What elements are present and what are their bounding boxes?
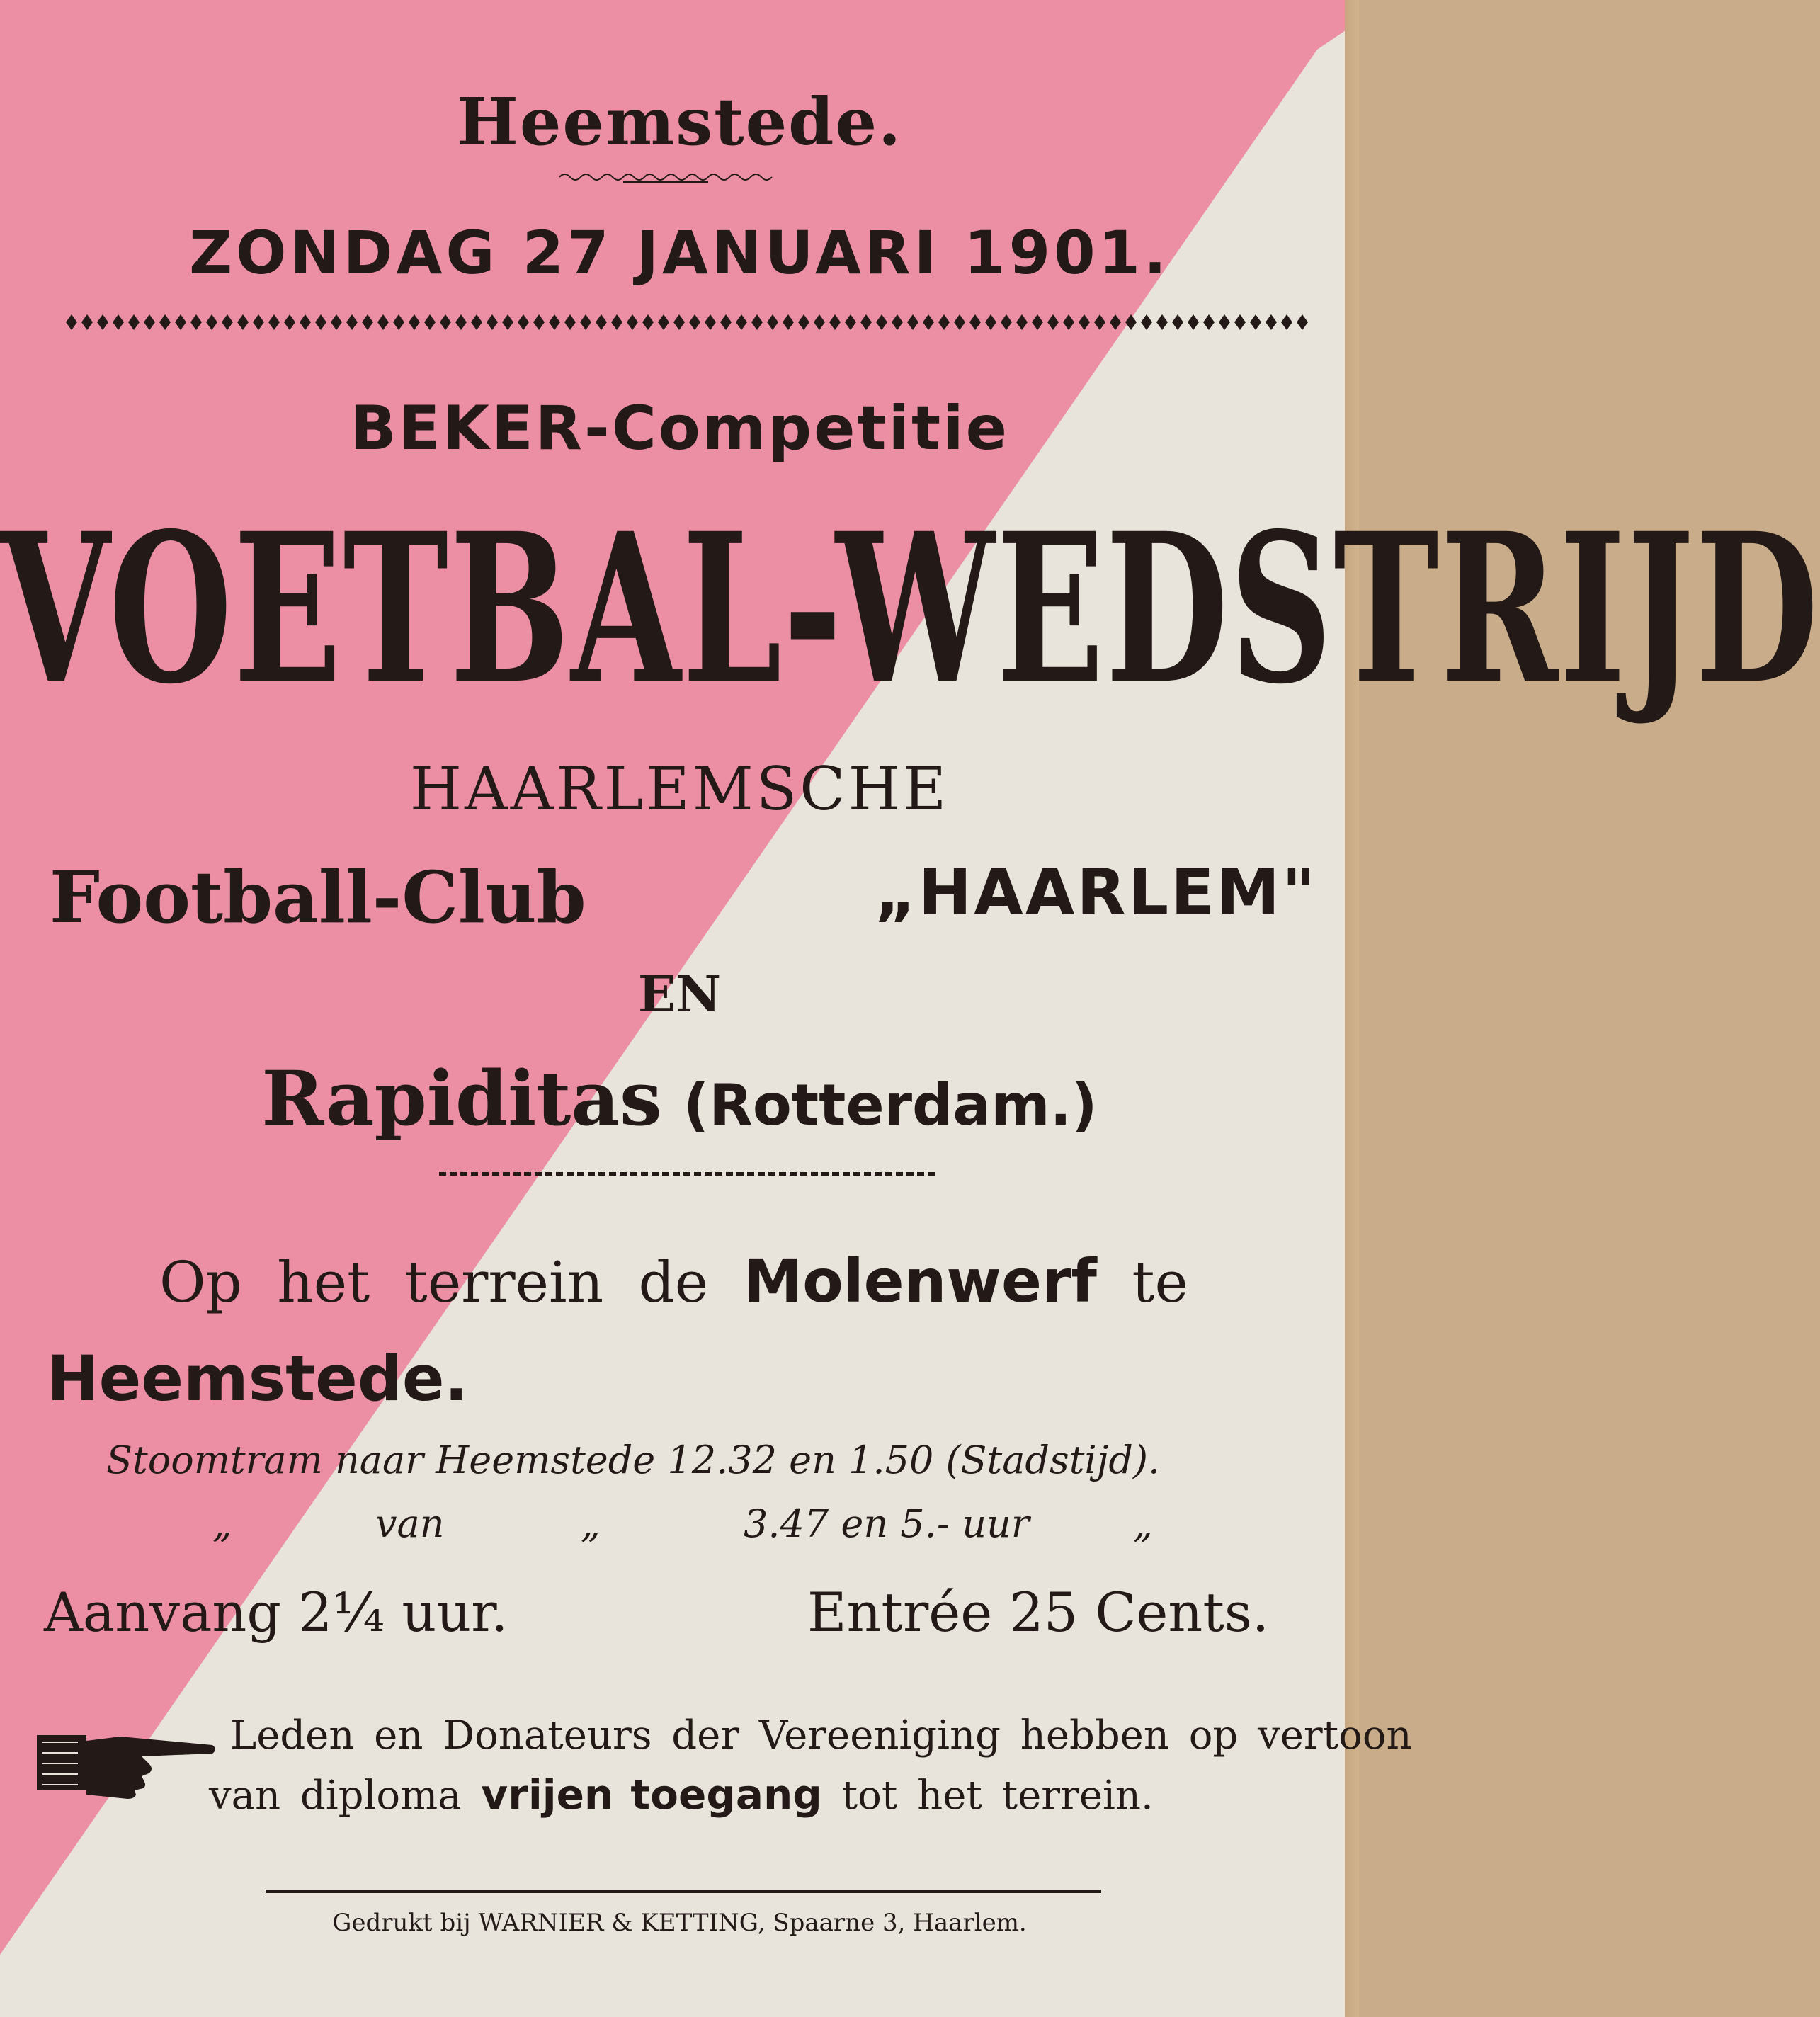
members-note-line-1: Leden en Donateurs der Vereeniging hebben op vertoon — [230, 1712, 1412, 1759]
ditto-mark: „ — [1133, 1501, 1153, 1546]
free-entry-emphasis: vrijen toegang — [481, 1771, 822, 1819]
venue-text: Op het terrein de — [159, 1249, 709, 1315]
opponent-city: (Rotterdam.) — [683, 1072, 1098, 1138]
tram-schedule-line-1: Stoomtram naar Heemstede 12.32 en 1.50 (Stadstijd). — [106, 1438, 1161, 1482]
venue-name: Molenwerf — [743, 1246, 1097, 1316]
club-quoted-name: „HAARLEM" — [874, 856, 1317, 930]
printer-credit: Gedrukt bij WARNIER & KETTING, Spaarne 3, Haarlem. — [332, 1909, 1027, 1937]
poster-place-title: Heemstede. — [456, 84, 903, 160]
club-prefix: HAARLEMSCHE — [409, 754, 950, 824]
ditto-mark: „ — [212, 1501, 232, 1546]
printer-rule-thick — [266, 1890, 1101, 1893]
venue-line — [159, 1246, 1321, 1316]
club-name: Football-Club — [50, 856, 586, 939]
competition-title: BEKER-Competitie — [350, 393, 1009, 464]
members-line2-end: tot het terrein. — [841, 1773, 1154, 1819]
venue-place: Heemstede. — [47, 1342, 468, 1415]
match-date: ZONDAG 27 JANUARI 1901. — [189, 218, 1170, 288]
versus-connector: EN — [637, 965, 722, 1023]
opponent-name: Rapiditas — [261, 1054, 662, 1142]
diamond-rule — [64, 312, 1310, 333]
opponent-line — [0, 1054, 1359, 1142]
pointing-hand-icon — [35, 1721, 220, 1802]
entry-price: Entrée 25 Cents. — [807, 1581, 1270, 1644]
dashed-divider — [439, 1172, 935, 1181]
start-time: Aanvang 2¼ uur. — [44, 1581, 508, 1644]
tram-van: van — [375, 1501, 445, 1546]
tram-times-2: 3.47 en 5.- uur — [744, 1501, 1030, 1546]
club-line — [50, 856, 1317, 939]
ditto-mark: „ — [581, 1501, 601, 1546]
wavy-rule — [559, 170, 772, 184]
venue-te: te — [1132, 1249, 1188, 1315]
members-line2-start: van diploma — [209, 1773, 462, 1819]
headline: VOETBAL-WEDSTRIJD — [0, 489, 1820, 730]
members-note-line-2 — [209, 1771, 1154, 1819]
